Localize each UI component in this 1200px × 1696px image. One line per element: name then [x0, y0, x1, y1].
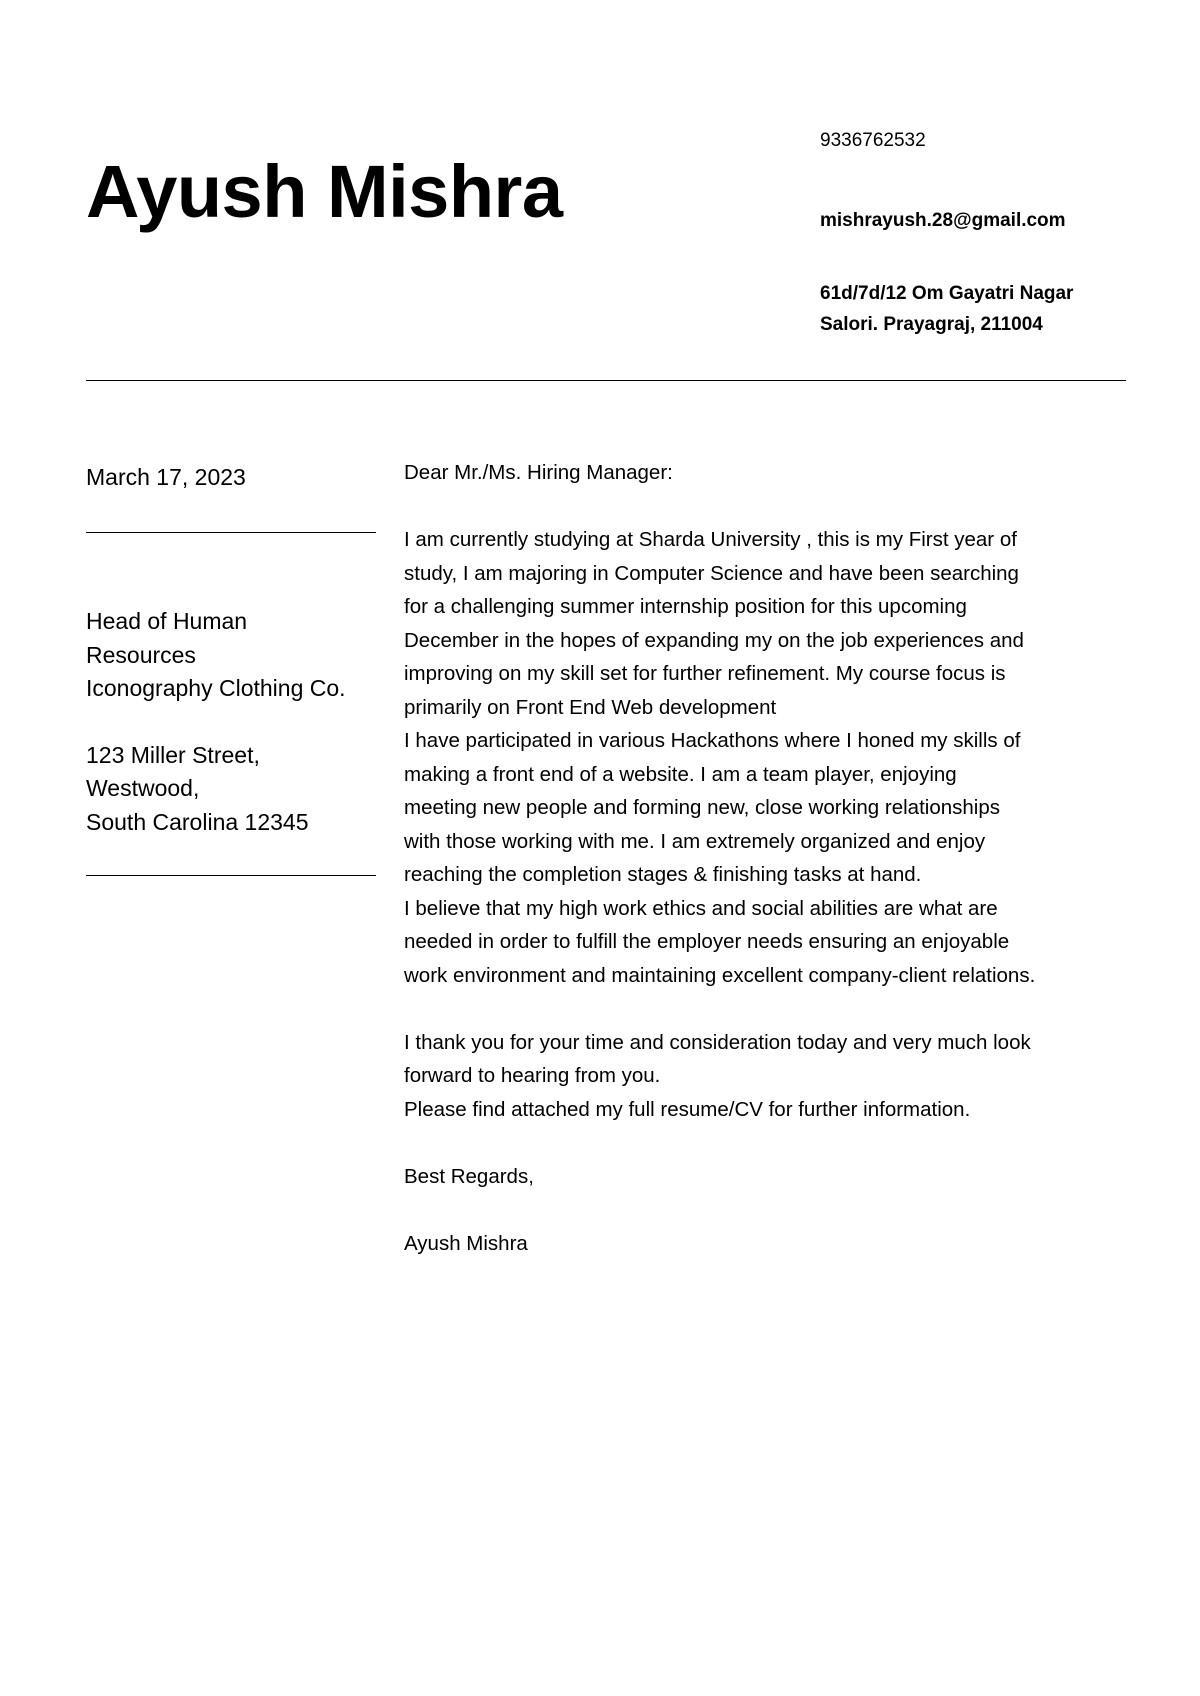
body-line: needed in order to fulfill the employer needs ensuring an enjoyable: [404, 930, 1010, 953]
body-line: improving on my skill set for further refinement. My course focus is: [404, 662, 1006, 685]
recipient-line: Head of Human: [86, 608, 248, 634]
body-line: I believe that my high work ethics and social abilities are what are: [404, 896, 998, 920]
applicant-name: Ayush Mishra: [86, 150, 563, 233]
address-line: 61d/7d/12 Om Gayatri Nagar: [820, 283, 1074, 304]
body-line: primarily on Front End Web development: [404, 695, 777, 719]
header-divider: [86, 380, 1126, 381]
letter-body: [404, 456, 1124, 1260]
body-line: reaching the completion stages & finishing tasks at hand.: [404, 863, 922, 886]
email-address: mishrayush.28@gmail.com: [820, 210, 1066, 231]
body-line: work environment and maintaining excellent company-client relations.: [404, 963, 1036, 987]
address-line: Salori. Prayagraj, 211004: [820, 314, 1043, 335]
recipient-line: Iconography Clothing Co.: [86, 675, 346, 701]
body-line: for a challenging summer internship position for this upcoming: [404, 595, 967, 618]
salutation: Dear Mr./Ms. Hiring Manager:: [404, 461, 673, 484]
closing-line: Please find attached my full resume/CV for further information.: [404, 1097, 971, 1121]
applicant-address: [820, 278, 1073, 340]
phone-number: 9336762532: [820, 130, 926, 151]
body-line: meeting new people and forming new, close working relationships: [404, 796, 1000, 819]
letter-date: March 17, 2023: [86, 464, 246, 490]
sidebar-divider-top: [86, 532, 376, 533]
body-line: I am currently studying at Sharda University , this is my First year of: [404, 528, 1017, 551]
body-line: I have participated in various Hackathons where I honed my skills of: [404, 729, 1021, 752]
body-line: making a front end of a website. I am a team player, enjoying: [404, 762, 957, 786]
recipient-line: Resources: [86, 641, 196, 668]
sidebar-divider-bottom: [86, 875, 376, 876]
signoff: Best Regards,: [404, 1164, 534, 1188]
body-line: with those working with me. I am extremely organized and enjoy: [404, 829, 986, 853]
signature-name: Ayush Mishra: [404, 1231, 528, 1255]
body-line: study, I am majoring in Computer Science and have been searching: [404, 561, 1019, 585]
recipient-address-line: South Carolina 12345: [86, 808, 309, 835]
recipient-address-line: Westwood,: [86, 775, 200, 801]
recipient-block: [86, 605, 386, 839]
body-line: December in the hopes of expanding my on the job experiences and: [404, 628, 1024, 652]
recipient-address-line: 123 Miller Street,: [86, 741, 260, 768]
closing-line: I thank you for your time and consideration today and very much look: [404, 1030, 1031, 1054]
closing-line: forward to hearing from you.: [404, 1064, 661, 1087]
